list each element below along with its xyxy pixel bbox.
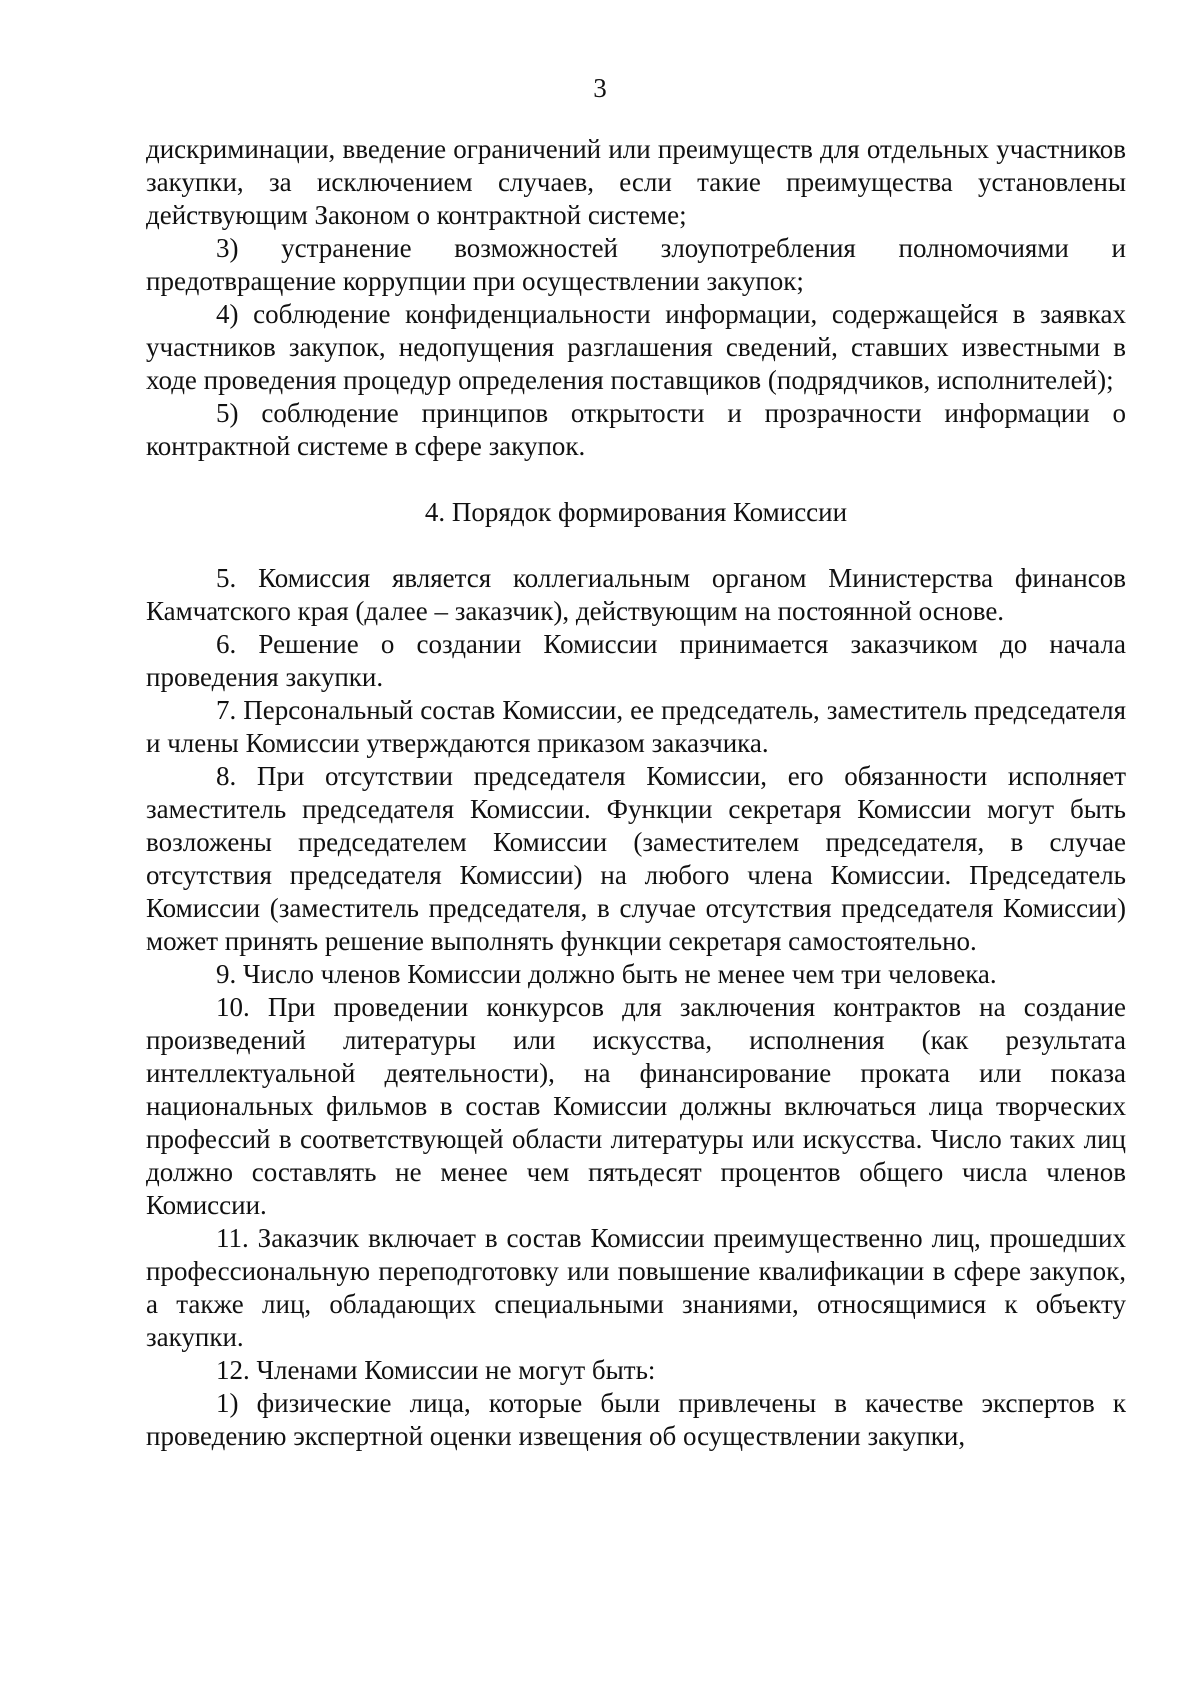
- paragraph: дискриминации, введение ограничений или преимуществ для отдельных участников закупки, за исключением случаев, если такие преимущества установлены действующим Законом о контрактной системе;: [146, 134, 1126, 230]
- paragraph: 9. Число членов Комиссии должно быть не менее чем три человека.: [216, 959, 997, 989]
- paragraph: 8. При отсутствии председателя Комиссии, его обязанности исполняет заместитель председателя Комиссии. Функции секретаря Комиссии могут быть возложены председателем Комиссии (заместителем председателя, в случае отсутствия председателя Комиссии) на любого члена Комиссии. Председатель Комиссии (заместитель председателя, в случае отсутствия председателя Комиссии) может принять решение выполнять функции секретаря самостоятельно.: [146, 761, 1126, 956]
- paragraph: 1) физические лица, которые были привлечены в качестве экспертов к проведению экспертной оценки извещения об осуществлении закупки,: [146, 1388, 1126, 1451]
- paragraph: 4) соблюдение конфиденциальности информации, содержащейся в заявках участников закупок, недопущения разглашения сведений, ставших известными в ходе проведения процедур определения поставщиков (подрядчиков, исполнителей);: [146, 299, 1126, 395]
- paragraph: 3) устранение возможностей злоупотребления полномочиями и предотвращение коррупции при осуществлении закупок;: [146, 233, 1126, 296]
- paragraph: 10. При проведении конкурсов для заключения контрактов на создание произведений литературы или искусства, исполнения (как результата интеллектуальной деятельности), на финансирование проката или показа национальных фильмов в состав Комиссии должны включаться лица творческих профессий в соответствующей области литературы или искусства. Число таких лиц должно составлять не менее чем пятьдесят процентов общего числа членов Комиссии.: [146, 992, 1126, 1220]
- section-heading: 4. Порядок формирования Комиссии: [424, 497, 848, 527]
- paragraphs-after-heading: [146, 562, 1126, 1453]
- paragraph: 5) соблюдение принципов открытости и прозрачности информации о контрактной системе в сфере закупок.: [146, 398, 1126, 461]
- paragraph: 6. Решение о создании Комиссии принимается заказчиком до начала проведения закупки.: [146, 629, 1126, 692]
- paragraph: 5. Комиссия является коллегиальным органом Министерства финансов Камчатского края (далее – заказчик), действующим на постоянной основе.: [146, 563, 1126, 626]
- paragraph: 7. Персональный состав Комиссии, ее председатель, заместитель председателя и члены Комиссии утверждаются приказом заказчика.: [146, 695, 1126, 758]
- paragraphs-before-heading: [146, 133, 1126, 463]
- document-body: [146, 133, 1126, 1453]
- page-number: 3: [593, 73, 607, 103]
- paragraph: 12. Членами Комиссии не могут быть:: [216, 1355, 656, 1385]
- paragraph: 11. Заказчик включает в состав Комиссии преимущественно лиц, прошедших профессиональную переподготовку или повышение квалификации в сфере закупок, а также лиц, обладающих специальными знаниями, относящимися к объекту закупки.: [146, 1223, 1126, 1352]
